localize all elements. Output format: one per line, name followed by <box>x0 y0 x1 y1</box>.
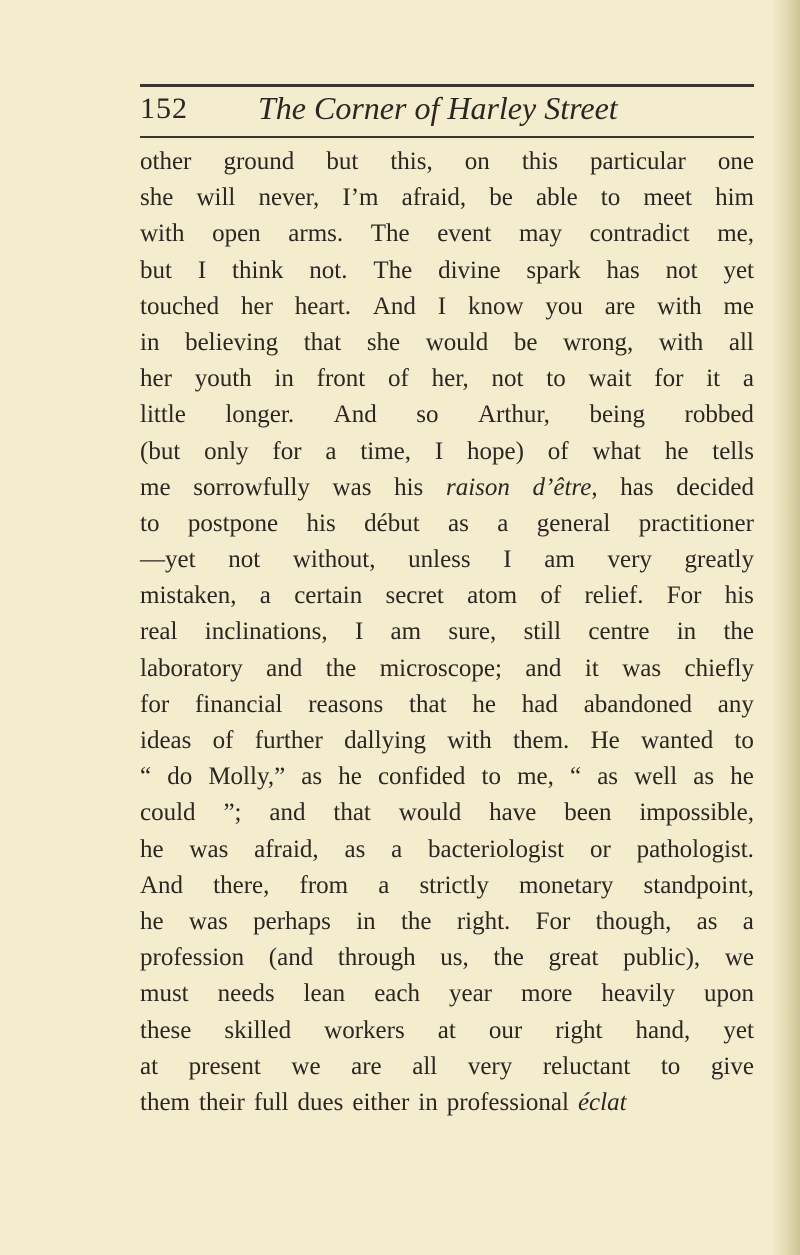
header-top-rule <box>140 84 754 87</box>
text-line: real inclinations, I am sure, still centre in the <box>140 618 754 646</box>
text-line: could ”; and that would have been impossible, <box>140 799 754 827</box>
text-line: other ground but this, on this particular one <box>140 148 754 175</box>
text-line: profession (and through us, the great public), we <box>140 944 754 972</box>
text-line: me sorrowfully was his raison d’être, has decided <box>140 473 754 501</box>
text-line: (but only for a time, I hope) of what he tells <box>140 437 754 465</box>
text-line: to postpone his début as a general practitioner <box>140 509 754 537</box>
text-line: her youth in front of her, not to wait for it a <box>140 365 754 393</box>
text-line: little longer. And so Arthur, being robbed <box>140 401 754 429</box>
text-line: must needs lean each year more heavily upon <box>140 980 754 1008</box>
text-line: in believing that she would be wrong, with all <box>140 328 754 356</box>
running-header <box>140 90 754 134</box>
text-line: laboratory and the microscope; and it was chiefly <box>140 654 754 682</box>
text-line: ideas of further dallying with them. He wanted to <box>140 727 754 754</box>
text-line: for financial reasons that he had abandoned any <box>140 690 754 718</box>
text-line: them their full dues either in professional éclat <box>140 1088 627 1116</box>
page-number: 152 <box>140 92 188 125</box>
text-line: at present we are all very reluctant to give <box>140 1052 754 1080</box>
text-line: —yet not without, unless I am very greatly <box>140 546 754 574</box>
header-bottom-rule <box>140 136 754 138</box>
text-line: touched her heart. And I know you are with me <box>140 292 754 320</box>
text-line: but I think not. The divine spark has not yet <box>140 256 754 284</box>
text-line: these skilled workers at our right hand, yet <box>140 1016 754 1044</box>
body-text <box>140 144 754 1121</box>
text-line: mistaken, a certain secret atom of relief. For his <box>140 582 754 610</box>
text-line: he was afraid, as a bacteriologist or pathologist. <box>140 835 754 863</box>
page-edge-shadow <box>772 0 800 1255</box>
text-line: “ do Molly,” as he confided to me, “ as well as he <box>140 763 754 791</box>
text-line: with open arms. The event may contradict me, <box>140 220 754 248</box>
text-line: And there, from a strictly monetary standpoint, <box>140 871 754 899</box>
running-title: The Corner of Harley Street <box>258 90 618 126</box>
text-line: he was perhaps in the right. For though, as a <box>140 907 754 935</box>
text-line: she will never, I’m afraid, be able to meet him <box>140 184 754 212</box>
